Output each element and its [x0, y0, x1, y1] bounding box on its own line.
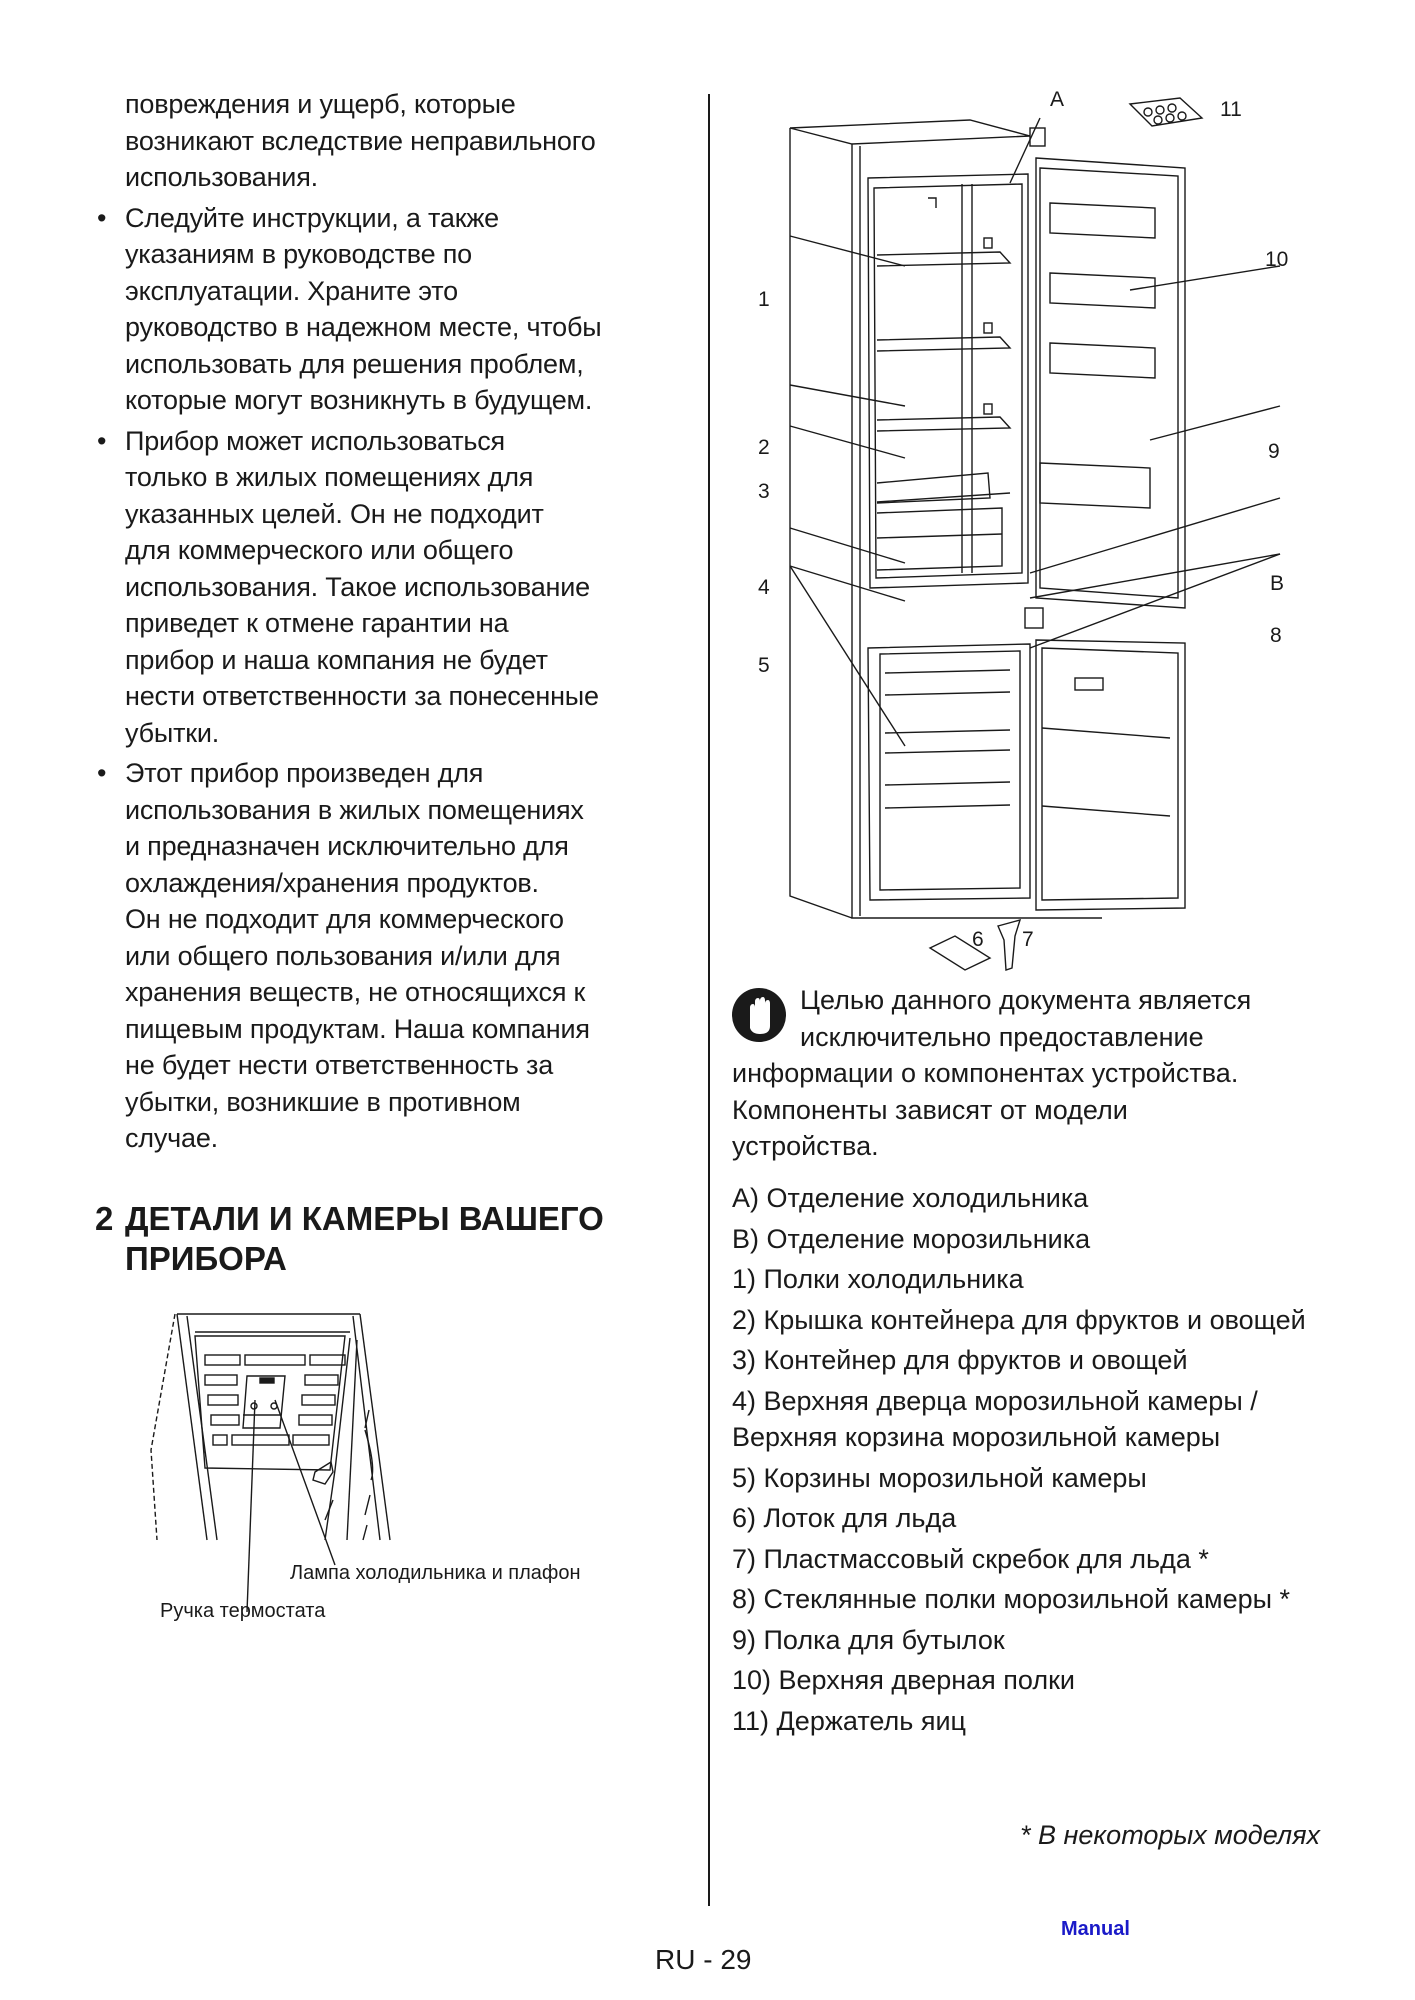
- column-divider: [708, 94, 710, 1906]
- legend-item: 9) Полка для бутылок: [732, 1624, 1005, 1655]
- footnote: * В некоторых моделях: [1020, 1820, 1320, 1850]
- page-number: RU - 29: [655, 1944, 752, 1975]
- text-line: для коммерческого или общего: [125, 535, 514, 565]
- label-3: 3: [758, 480, 770, 503]
- bullet-item: [95, 423, 685, 752]
- intro-continuation: [95, 86, 685, 196]
- text-line: эксплуатации. Храните это: [125, 275, 458, 306]
- legend-item: B) Отделение морозильника: [732, 1223, 1091, 1254]
- text-line: Этот прибор произведен для: [125, 758, 484, 788]
- label-2: 2: [758, 436, 770, 459]
- legend-item: 7) Пластмассовый скребок для льда *: [732, 1543, 1209, 1574]
- text-line: указаниям в руководстве по: [125, 239, 472, 269]
- legend-item: 3) Контейнер для фруктов и овощей: [732, 1345, 1188, 1375]
- text-line: использования.: [125, 162, 318, 192]
- bullet-icon: •: [97, 425, 107, 456]
- thermostat-label: Ручка термостата: [160, 1600, 326, 1622]
- text-line: Он не подходит для коммерческого: [125, 904, 564, 934]
- fridge-interior-figure: [135, 1300, 655, 1640]
- label-9: 9: [1268, 440, 1280, 463]
- legend-item: A) Отделение холодильника: [732, 1183, 1089, 1213]
- bullet-item: [95, 755, 685, 1157]
- text-line: указанных целей. Он не подходит: [125, 498, 544, 529]
- label-11: 11: [1220, 98, 1242, 121]
- brand-watermark: Manual: [1061, 1918, 1130, 1940]
- label-4: 4: [758, 576, 770, 599]
- lamp-label: Лампа холодильника и плафон: [290, 1562, 581, 1584]
- text-line: Следуйте инструкции, а также: [125, 202, 499, 233]
- legend-item: 11) Держатель яиц: [732, 1705, 966, 1736]
- legend-item: 6) Лоток для льда: [732, 1503, 957, 1533]
- text-line: возникают вследствие неправильного: [125, 125, 596, 156]
- text-line: или общего пользования и/или для: [125, 940, 561, 971]
- legend-item: 8) Стеклянные полки морозильной камеры *: [732, 1584, 1291, 1614]
- legend-item: 10) Верхняя дверная полки: [732, 1665, 1075, 1695]
- text-line: нести ответственности за понесенные: [125, 681, 599, 711]
- legend-item: 1) Полки холодильника: [732, 1264, 1024, 1294]
- note-line: информации о компонентах устройства.: [732, 1058, 1239, 1088]
- text-line: приведет к отмене гарантии на: [125, 608, 509, 638]
- text-line: пищевым продуктам. Наша компания: [125, 1013, 590, 1044]
- text-line: убытки, возникшие в противном: [125, 1086, 521, 1117]
- label-6: 6: [972, 928, 984, 951]
- text-line: повреждения и ущерб, которые: [125, 89, 516, 119]
- fridge-interior-drawing: [135, 1300, 655, 1640]
- text-line: не будет нести ответственность за: [125, 1050, 554, 1080]
- text-line: использовать для решения проблем,: [125, 348, 584, 379]
- text-line: Прибор может использоваться: [125, 425, 505, 456]
- text-line: хранения веществ, не относящихся к: [125, 977, 586, 1007]
- note-line: исключительно предоставление: [800, 1021, 1204, 1052]
- section-number: 2: [95, 1199, 114, 1237]
- text-line: охлаждения/хранения продуктов.: [125, 867, 539, 898]
- note-line: устройства.: [732, 1131, 879, 1161]
- label-7: 7: [1022, 928, 1034, 951]
- text-line: руководство в надежном месте, чтобы: [125, 312, 602, 342]
- label-a: A: [1050, 88, 1065, 111]
- hand-stop-icon: [732, 988, 786, 1042]
- note-line: Целью данного документа является: [800, 985, 1252, 1015]
- text-line: убытки.: [125, 717, 220, 748]
- text-line: и предназначен исключительно для: [125, 831, 569, 861]
- parts-legend: [732, 1180, 1352, 1743]
- legend-item: 5) Корзины морозильной камеры: [732, 1462, 1147, 1493]
- label-8: 8: [1270, 624, 1282, 647]
- text-line: случае.: [125, 1123, 218, 1153]
- bullet-item: [95, 200, 685, 419]
- note-line: Компоненты зависят от модели: [732, 1094, 1128, 1125]
- info-note: [732, 982, 1352, 1165]
- bullet-icon: •: [97, 202, 107, 233]
- left-column: [95, 86, 685, 1279]
- fridge-drawing: [740, 88, 1340, 988]
- label-10: 10: [1265, 248, 1289, 271]
- text-line: которые могут возникнуть в будущем.: [125, 385, 593, 415]
- text-line: прибор и наша компания не будет: [125, 644, 548, 675]
- text-line: использования в жилых помещениях: [125, 794, 584, 825]
- bullet-icon: •: [97, 758, 107, 788]
- label-1: 1: [758, 288, 770, 311]
- fridge-parts-diagram: [740, 88, 1340, 988]
- label-5: 5: [758, 654, 770, 677]
- text-line: только в жилых помещениях для: [125, 462, 534, 492]
- legend-item: 4) Верхняя дверца морозильной камеры / Верхняя корзина морозильной камеры: [732, 1385, 1258, 1452]
- legend-item: 2) Крышка контейнера для фруктов и овощей: [732, 1304, 1306, 1335]
- text-line: использования. Такое использование: [125, 571, 590, 602]
- heading-line: ПРИБОРА: [125, 1239, 287, 1277]
- heading-line: ДЕТАЛИ И КАМЕРЫ ВАШЕГО: [125, 1199, 604, 1237]
- label-b: B: [1270, 572, 1285, 595]
- section-heading: [95, 1199, 685, 1279]
